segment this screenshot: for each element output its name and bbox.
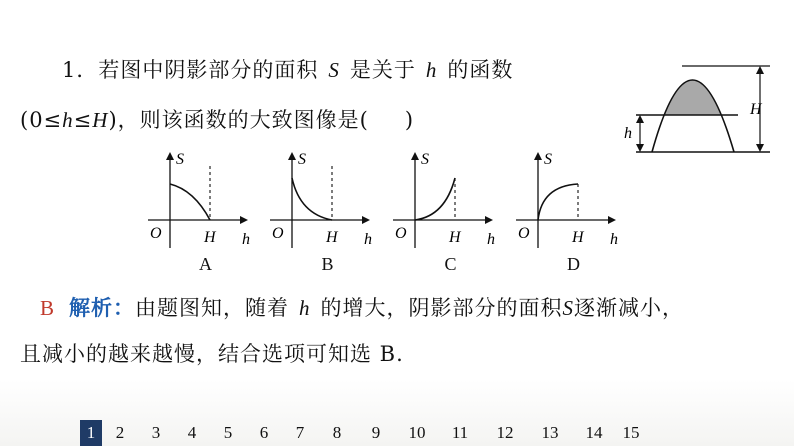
- x-axis-arrow: [362, 216, 370, 224]
- option-a[interactable]: [148, 150, 263, 280]
- option-graph: [516, 150, 631, 250]
- answer-letter: B: [40, 296, 56, 320]
- page-6[interactable]: 6: [259, 423, 269, 442]
- q2-close: )，则该函数的大致图像是(: [108, 108, 369, 132]
- tick-label-H: H: [326, 229, 338, 246]
- page-10[interactable]: 10: [408, 423, 426, 442]
- label-h: h: [624, 125, 632, 142]
- H-arrow-top: [756, 66, 764, 74]
- page-11[interactable]: 11: [451, 423, 469, 442]
- axis-label-h: h: [364, 231, 372, 248]
- option-graph: [148, 150, 263, 250]
- q2-le: ≤: [73, 108, 93, 132]
- answer-line-1: [40, 292, 684, 322]
- axis-label-s: S: [544, 151, 552, 168]
- page-4[interactable]: 4: [187, 423, 197, 442]
- answer-tag: 解析：: [69, 295, 136, 320]
- axis-label-h: h: [487, 231, 495, 248]
- axis-label-h: h: [610, 231, 618, 248]
- function-curve: [170, 184, 210, 220]
- origin-label: O: [272, 225, 284, 242]
- function-curve: [292, 178, 332, 220]
- option-label: A: [199, 254, 212, 274]
- answer-var-s: S: [562, 296, 575, 320]
- h-arrow-top: [636, 115, 644, 123]
- option-label: C: [444, 254, 457, 274]
- axis-label-s: S: [176, 151, 184, 168]
- x-axis-arrow: [240, 216, 248, 224]
- y-axis-arrow: [534, 152, 542, 160]
- q2-end: ): [404, 108, 415, 132]
- label-H: H: [750, 101, 762, 118]
- origin-label: O: [150, 225, 162, 242]
- q2-H: H: [92, 108, 109, 132]
- question-line-2: [20, 104, 414, 134]
- page-12[interactable]: 12: [496, 423, 514, 442]
- page-8[interactable]: 8: [332, 423, 342, 442]
- page-1[interactable]: 1: [80, 420, 102, 446]
- option-label: D: [567, 254, 580, 274]
- parabola-figure: [620, 58, 780, 162]
- var-s: S: [328, 58, 340, 82]
- axis-label-s: S: [421, 151, 429, 168]
- axis-label-h: h: [242, 231, 250, 248]
- answer-text-a: 由题图知，随着: [135, 296, 290, 320]
- x-axis-arrow: [485, 216, 493, 224]
- option-b[interactable]: [270, 150, 385, 280]
- page-9[interactable]: 9: [371, 423, 381, 442]
- q2-open: (0≤: [20, 108, 63, 132]
- question-number: 1．: [62, 58, 99, 82]
- tick-label-H: H: [572, 229, 584, 246]
- page-3[interactable]: 3: [151, 423, 161, 442]
- question-text-b: 是关于: [349, 58, 416, 82]
- option-d[interactable]: [516, 150, 631, 280]
- function-curve: [415, 178, 455, 220]
- page-7[interactable]: 7: [295, 423, 305, 442]
- var-h: h: [425, 58, 438, 82]
- x-axis-arrow: [608, 216, 616, 224]
- page-15[interactable]: 15: [622, 423, 640, 442]
- question-text-a: 若图中阴影部分的面积: [98, 58, 319, 82]
- page-13[interactable]: 13: [541, 423, 559, 442]
- question-line-1: [62, 54, 513, 84]
- answer-line-2: 且减小的越来越慢，结合选项可知选 B.: [20, 342, 404, 366]
- option-graph: [393, 150, 508, 250]
- page-2[interactable]: 2: [115, 423, 125, 442]
- h-arrow-bottom: [636, 144, 644, 152]
- function-curve: [538, 184, 578, 220]
- y-axis-arrow: [411, 152, 419, 160]
- answer-text-b: 的增大，阴影部分的面积: [320, 296, 563, 320]
- y-axis-arrow: [166, 152, 174, 160]
- q2-h: h: [62, 108, 74, 132]
- tick-label-H: H: [204, 229, 216, 246]
- H-arrow-bottom: [756, 144, 764, 152]
- question-text-c: 的函数: [447, 58, 514, 82]
- origin-label: O: [395, 225, 407, 242]
- tick-label-H: H: [449, 229, 461, 246]
- page-navigator: [80, 420, 646, 446]
- y-axis-arrow: [288, 152, 296, 160]
- option-label: B: [321, 254, 334, 274]
- answer-var-h: h: [299, 296, 311, 320]
- origin-label: O: [518, 225, 530, 242]
- page-5[interactable]: 5: [223, 423, 233, 442]
- option-c[interactable]: [393, 150, 508, 280]
- option-graph: [270, 150, 385, 250]
- axis-label-s: S: [298, 151, 306, 168]
- answer-text-c: 逐渐减小，: [574, 296, 685, 320]
- page-14[interactable]: 14: [585, 423, 603, 442]
